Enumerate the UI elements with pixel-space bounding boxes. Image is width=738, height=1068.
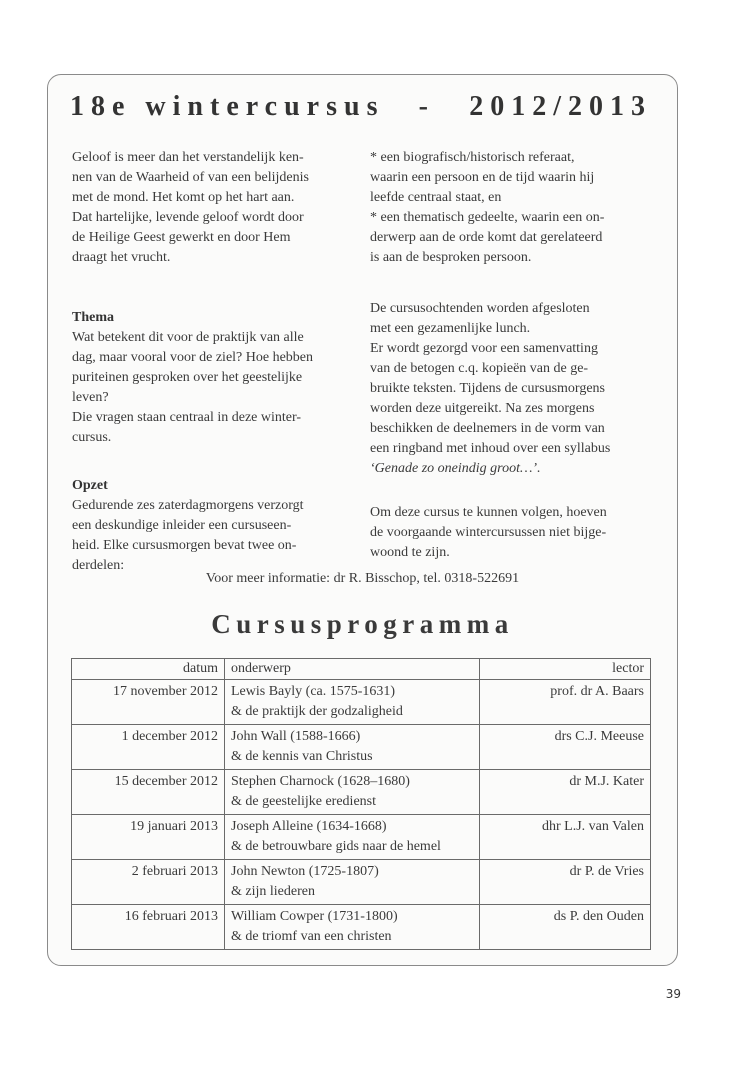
subject-person: Stephen Charnock (1628–1680) (231, 774, 410, 789)
text-line: derdelen: (72, 558, 125, 573)
row-lector: drs C.J. Meeuse (480, 725, 651, 770)
text-line: Om deze cursus te kunnen volgen, hoeven (370, 505, 607, 520)
contact-info: Voor meer informatie: dr R. Bisschop, tel. 0318-522691 (205, 571, 520, 586)
text-line: derwerp aan de orde komt dat gerelateerd (370, 230, 603, 245)
syllabus-title: ‘Genade zo oneindig groot…’. (370, 461, 541, 476)
row-subject (225, 725, 480, 770)
thema-paragraph (72, 328, 354, 448)
text-line: van de betogen c.q. kopieën van de ge- (370, 361, 589, 376)
text-line: een deskundige inleider een cursuseen- (72, 518, 292, 533)
row-lector: ds P. den Ouden (480, 905, 651, 950)
row-date: 16 februari 2013 (72, 905, 225, 950)
table-row (72, 815, 651, 860)
text-line: puriteinen gesproken over het geestelijke (72, 370, 303, 385)
row-subject (225, 815, 480, 860)
text-line: * een biografisch/historisch referaat, (370, 150, 575, 165)
text-line: de Heilige Geest gewerkt en door Hem (72, 230, 291, 245)
subject-theme: & de praktijk der godzaligheid (231, 704, 403, 719)
text-line: met een gezamenlijke lunch. (370, 321, 531, 336)
text-line: Dat hartelijke, levende geloof wordt door (72, 210, 304, 225)
row-date: 2 februari 2013 (72, 860, 225, 905)
header-date: datum (72, 659, 225, 680)
right-column (370, 148, 654, 563)
row-date: 19 januari 2013 (72, 815, 225, 860)
header-subject: onderwerp (225, 659, 480, 680)
row-date: 17 november 2012 (72, 680, 225, 725)
page-number: 39 (665, 987, 681, 1001)
table-row (72, 860, 651, 905)
text-line: leven? (72, 390, 109, 405)
program-table (71, 658, 651, 950)
row-date: 1 december 2012 (72, 725, 225, 770)
text-line: dag, maar vooral voor de ziel? Hoe hebben (72, 350, 314, 365)
subject-person: Lewis Bayly (ca. 1575-1631) (231, 684, 396, 699)
subject-person: William Cowper (1731-1800) (231, 909, 398, 924)
text-line: is aan de besproken persoon. (370, 250, 532, 265)
table-header-row (72, 659, 651, 680)
text-line: cursus. (72, 430, 112, 445)
text-line: beschikken de deelnemers in de vorm van (370, 421, 605, 436)
subject-person: John Wall (1588-1666) (231, 729, 361, 744)
page-title (70, 89, 652, 125)
title-year: 2012/2013 (469, 91, 652, 122)
text-line: Gedurende zes zaterdagmorgens verzorgt (72, 498, 304, 513)
row-subject (225, 860, 480, 905)
closing-paragraph (370, 299, 654, 479)
subject-theme: & de betrouwbare gids naar de hemel (231, 839, 441, 854)
parts-paragraph (370, 148, 654, 268)
text-line: heid. Elke cursusmorgen bevat twee on- (72, 538, 297, 553)
text-line: draagt het vrucht. (72, 250, 171, 265)
text-line: Wat betekent dit voor de praktijk van alle (72, 330, 304, 345)
text-line: leefde centraal staat, en (370, 190, 502, 205)
final-paragraph (370, 503, 654, 563)
text-line: de voorgaande wintercursussen niet bijge- (370, 525, 607, 540)
header-lector: lector (480, 659, 651, 680)
row-lector: dr M.J. Kater (480, 770, 651, 815)
text-line: Er wordt gezorgd voor een samenvatting (370, 341, 598, 356)
subject-theme: & de kennis van Christus (231, 749, 373, 764)
text-line: woond te zijn. (370, 545, 450, 560)
opzet-paragraph (72, 496, 354, 576)
text-line: nen van de Waarheid of van een belijdenis (72, 170, 309, 185)
table-row (72, 725, 651, 770)
text-line: waarin een persoon en de tijd waarin hij (370, 170, 595, 185)
text-line: bruikte teksten. Tijdens de cursusmorgens (370, 381, 606, 396)
text-line: een ringband met inhoud over een syllabus (370, 441, 611, 456)
text-line: De cursusochtenden worden afgesloten (370, 301, 590, 316)
program-title: Cursusprogramma (211, 609, 514, 639)
left-column (72, 148, 354, 576)
row-subject (225, 770, 480, 815)
row-lector: prof. dr A. Baars (480, 680, 651, 725)
intro-paragraph (72, 148, 354, 268)
table-row (72, 905, 651, 950)
text-line: worden deze uitgereikt. Na zes morgens (370, 401, 595, 416)
subject-person: John Newton (1725-1807) (231, 864, 379, 879)
row-subject (225, 905, 480, 950)
table-row (72, 680, 651, 725)
table-row (72, 770, 651, 815)
subject-theme: & de triomf van een christen (231, 929, 392, 944)
text-line: Die vragen staan centraal in deze winter- (72, 410, 302, 425)
title-course: 18e wintercursus (70, 91, 385, 122)
title-dash: - (418, 91, 435, 122)
row-lector: dr P. de Vries (480, 860, 651, 905)
row-date: 15 december 2012 (72, 770, 225, 815)
row-lector: dhr L.J. van Valen (480, 815, 651, 860)
text-line: * een thematisch gedeelte, waarin een on- (370, 210, 605, 225)
subject-theme: & zijn liederen (231, 884, 315, 899)
row-subject (225, 680, 480, 725)
text-line: Geloof is meer dan het verstandelijk ken- (72, 150, 304, 165)
text-line: met de mond. Het komt op het hart aan. (72, 190, 295, 205)
subject-person: Joseph Alleine (1634-1668) (231, 819, 387, 834)
opzet-heading: Opzet (72, 478, 108, 493)
subject-theme: & de geestelijke eredienst (231, 794, 376, 809)
thema-heading: Thema (72, 310, 114, 325)
